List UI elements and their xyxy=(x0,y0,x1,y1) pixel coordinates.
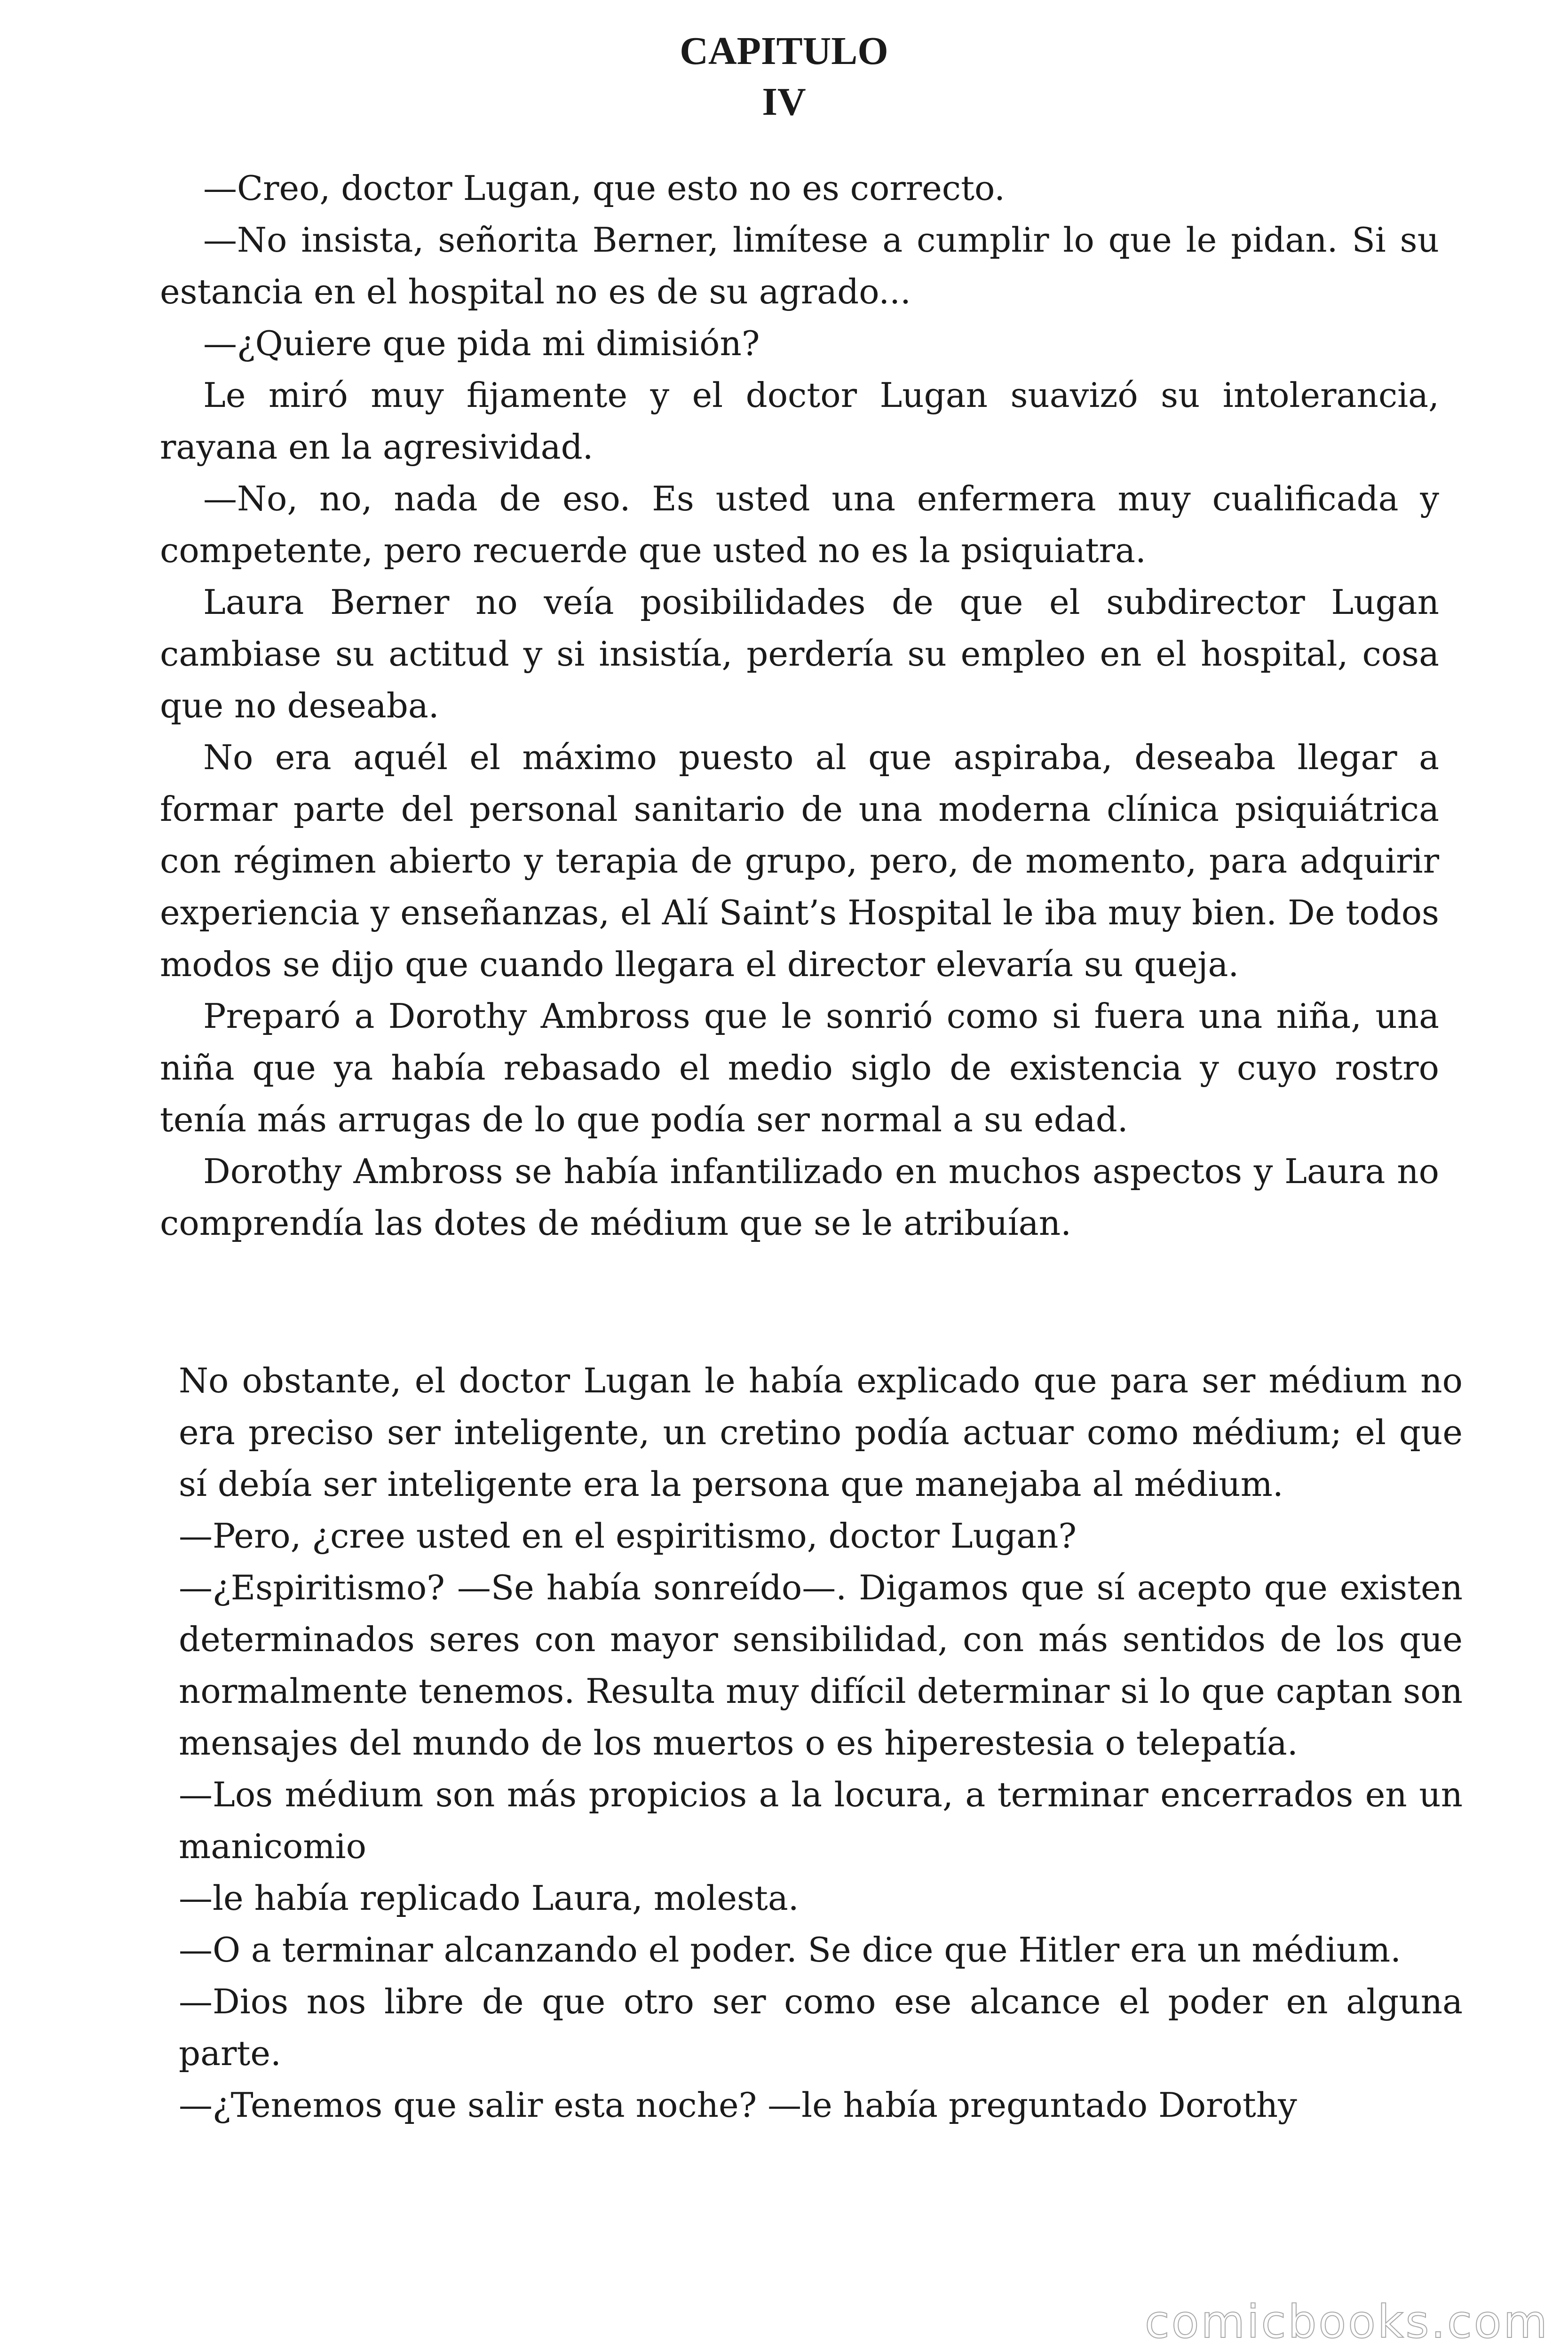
paragraph: —No, no, nada de eso. Es usted una enfermera muy cualificada y competente, pero recuerde que usted no es la psiquiatra. xyxy=(160,479,1439,570)
paragraph: —¿Quiere que pida mi dimisión? xyxy=(203,324,760,363)
paragraph: —le había replicado Laura, molesta. xyxy=(179,1878,799,1918)
paragraph: —O a terminar alcanzando el poder. Se dice que Hitler era un médium. xyxy=(179,1930,1402,1970)
chapter-title: CAPITULO xyxy=(680,29,888,73)
paragraph: No era aquél el máximo puesto al que aspiraba, deseaba llegar a formar parte del personal sanitario de una moderna clínica psiquiátrica con régimen abierto y terapia de grupo, pero, de momento, para adquirir experiencia y enseñanzas, el Alí Saint’s Hospital le iba muy bien. De todos modos se dijo que cuando llegara el director elevaría su queja. xyxy=(160,738,1439,984)
body-text-first xyxy=(160,162,1439,1249)
paragraph: —¿Espiritismo? —Se había sonreído—. Digamos que sí acepto que existen determinados seres con mayor sensibilidad, con más sentidos de los que normalmente tenemos. Resulta muy difícil determinar si lo que captan son mensajes del mundo de los muertos o es hiperestesia o telepatía. xyxy=(179,1568,1463,1763)
paragraph: Preparó a Dorothy Ambross que le sonrió como si fuera una niña, una niña que ya había rebasado el medio siglo de existencia y cuyo rostro tenía más arrugas de lo que podía ser normal a su edad. xyxy=(160,996,1439,1139)
paragraph: Le miró muy fijamente y el doctor Lugan suavizó su intolerancia, rayana en la agresividad. xyxy=(160,375,1439,467)
paragraph: —No insista, señorita Berner, limítese a cumplir lo que le pidan. Si su estancia en el hospital no es de su agrado... xyxy=(160,220,1439,311)
paragraph: —Pero, ¿cree usted en el espiritismo, doctor Lugan? xyxy=(179,1516,1077,1556)
paragraph: —Dios nos libre de que otro ser como ese alcance el poder en alguna parte. xyxy=(179,1982,1463,2073)
paragraph: —¿Tenemos que salir esta noche? —le había preguntado Dorothy xyxy=(179,2085,1297,2125)
paragraph: —Creo, doctor Lugan, que esto no es correcto. xyxy=(203,168,1006,208)
chapter-number: IV xyxy=(762,80,806,124)
watermark: comicbooks.com xyxy=(1144,2296,1549,2348)
paragraph: —Los médium son más propicios a la locura, a terminar encerrados en un manicomio xyxy=(179,1775,1463,1866)
chapter-heading xyxy=(0,26,1568,127)
paragraph: Dorothy Ambross se había infantilizado en muchos aspectos y Laura no comprendía las dotes de médium que se le atribuían. xyxy=(160,1152,1439,1243)
body-text-second xyxy=(179,1355,1463,2131)
paragraph: No obstante, el doctor Lugan le había explicado que para ser médium no era preciso ser inteligente, un cretino podía actuar como médium; el que sí debía ser inteligente era la persona que manejaba al médium. xyxy=(179,1361,1463,1504)
paragraph: Laura Berner no veía posibilidades de que el subdirector Lugan cambiase su actitud y si insistía, perdería su empleo en el hospital, cosa que no deseaba. xyxy=(160,582,1439,725)
